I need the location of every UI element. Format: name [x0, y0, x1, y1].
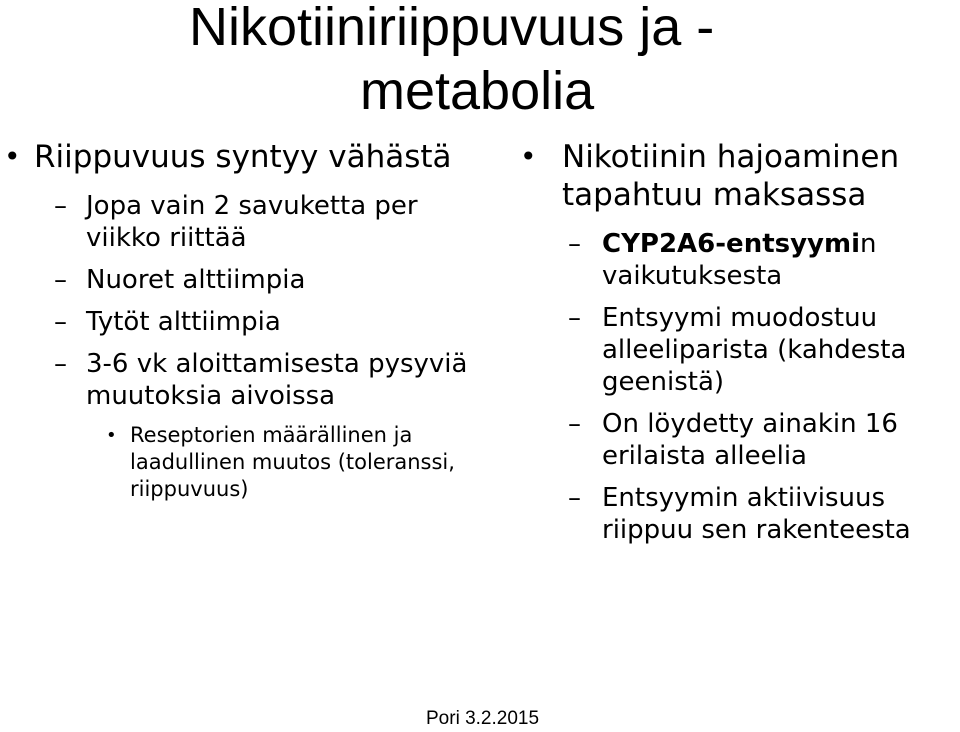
footer-date: Pori 3.2.2015: [426, 708, 540, 729]
sub-item: [510, 408, 960, 472]
sub-item-text: On löydetty ainakin 16 erilaista alleelia: [602, 409, 898, 471]
sub-item: [510, 228, 960, 292]
dash-icon: –: [568, 303, 581, 333]
sub-item: [0, 264, 470, 296]
bullet-dot-icon: •: [4, 140, 21, 173]
sub-item-text: Nuoret alttiimpia: [86, 265, 306, 295]
sub-sub-item-text: Reseptorien määrällinen ja laadullinen muutos (toleranssi, riippuvuus): [130, 423, 455, 501]
dash-icon: –: [54, 265, 67, 295]
sub-item-text: n vaikutuksesta: [602, 229, 877, 291]
bullet-dot-icon: •: [520, 140, 537, 173]
dash-icon: –: [568, 409, 581, 439]
dash-icon: –: [568, 229, 581, 259]
title-line-1: Nikotiiniriippuvuus ja -: [189, 0, 715, 57]
sub-item: [0, 306, 470, 338]
enzyme-name: CYP2A6-entsyymi: [602, 229, 861, 259]
dash-icon: –: [54, 307, 67, 337]
bullet-item: [0, 138, 470, 176]
title-line-2: metabolia: [360, 61, 595, 121]
dash-icon: –: [54, 349, 67, 379]
dash-icon: –: [54, 191, 67, 221]
bullet-dot-icon: •: [106, 425, 117, 446]
sub-item: [510, 482, 960, 546]
sub-item: [510, 302, 960, 398]
sub-item: [0, 348, 470, 412]
sub-item-text: Tytöt alttiimpia: [86, 307, 281, 337]
bullet-item: [510, 138, 960, 214]
sub-item-text: Entsyymi muodostuu alleeliparista (kahdesta geenistä): [602, 303, 907, 397]
sub-item-text: 3-6 vk aloittamisesta pysyviä muutoksia aivoissa: [86, 349, 468, 411]
bullet-text: Nikotiinin hajoaminen tapahtuu maksassa: [562, 139, 900, 213]
sub-item: [0, 190, 470, 254]
sub-item-text: Entsyymin aktiivisuus riippuu sen rakenteesta: [602, 483, 911, 545]
sub-sub-item: [0, 422, 470, 503]
right-column: [510, 138, 960, 556]
bullet-text: Riippuvuus syntyy vähästä: [34, 139, 452, 175]
left-column: [0, 138, 470, 503]
dash-icon: –: [568, 483, 581, 513]
sub-item-text: Jopa vain 2 savuketta per viikko riittää: [86, 191, 418, 253]
slide-title: [0, 0, 960, 140]
